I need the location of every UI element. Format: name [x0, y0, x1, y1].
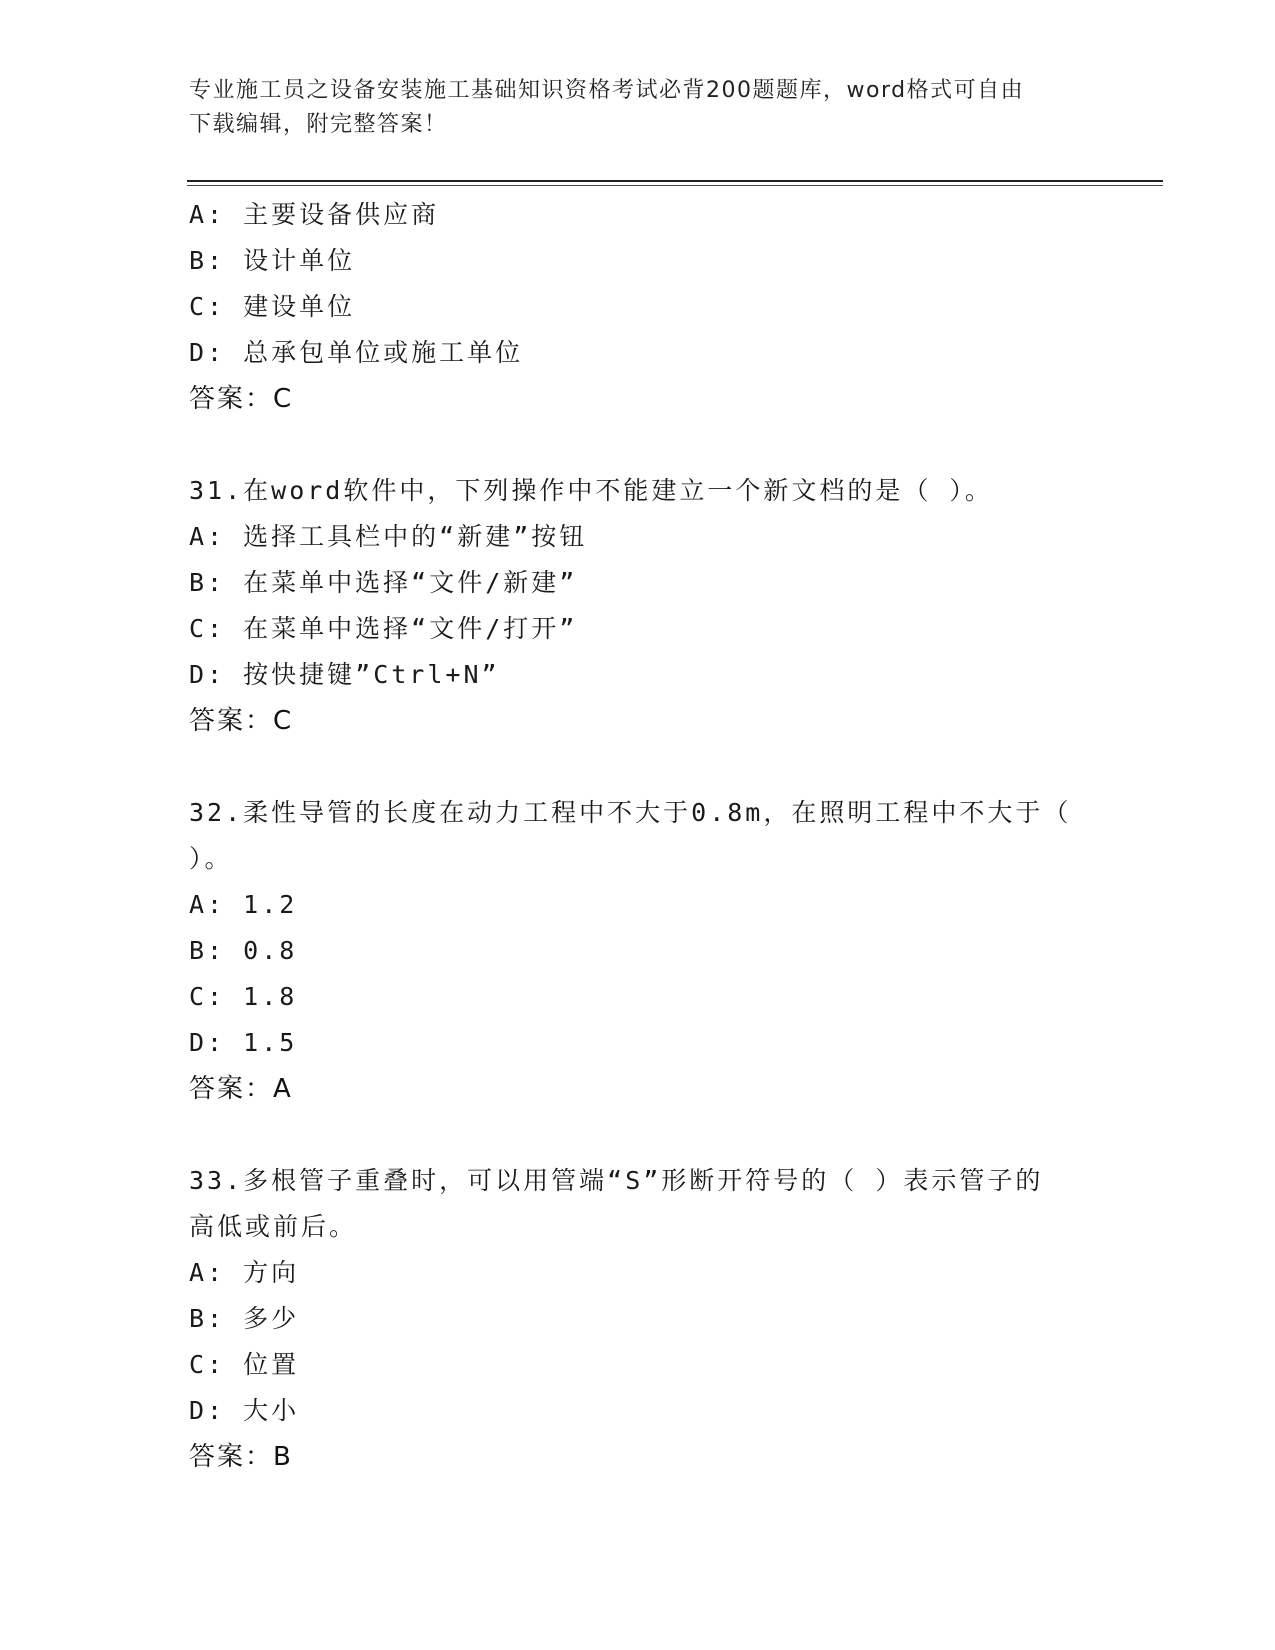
question-text-line-1: 32.柔性导管的长度在动力工程中不大于0.8m，在照明工程中不大于（: [189, 798, 1072, 827]
option-a: A: 选择工具栏中的“新建”按钮: [189, 522, 588, 551]
document-header: [189, 74, 1089, 142]
option-d: D: 1.5: [189, 1028, 298, 1057]
option-d: D: 总承包单位或施工单位: [189, 338, 524, 367]
option-b: B: 多少: [189, 1304, 300, 1333]
question-spacer: [189, 1112, 1089, 1158]
question-30-block: [189, 192, 1089, 422]
option-c: C: 1.8: [189, 982, 298, 1011]
question-32-block: [189, 790, 1089, 1112]
option-b: B: 0.8: [189, 936, 298, 965]
option-d: D: 大小: [189, 1396, 300, 1425]
answer-line: 答案：C: [189, 706, 294, 736]
answer-line: 答案：C: [189, 384, 294, 414]
answer-line: 答案：B: [189, 1442, 293, 1472]
question-text-line-2: ）。: [189, 844, 233, 873]
option-c: C: 建设单位: [189, 292, 356, 321]
question-spacer: [189, 744, 1089, 790]
option-c: C: 位置: [189, 1350, 300, 1379]
option-c: C: 在菜单中选择“文件/打开”: [189, 614, 578, 643]
question-list: [189, 192, 1089, 1480]
option-b: B: 在菜单中选择“文件/新建”: [189, 568, 578, 597]
question-text: 31.在word软件中，下列操作中不能建立一个新文档的是（ ）。: [189, 476, 993, 505]
header-line-1: 专业施工员之设备安装施工基础知识资格考试必背200题题库，word格式可自由: [189, 78, 1025, 103]
option-b: B: 设计单位: [189, 246, 356, 275]
option-a: A: 1.2: [189, 890, 298, 919]
option-d: D: 按快捷键”Ctrl+N”: [189, 660, 500, 689]
question-31-block: [189, 468, 1089, 744]
header-divider-thin: [187, 185, 1163, 186]
question-spacer: [189, 422, 1089, 468]
header-divider-thick: [187, 180, 1163, 182]
option-a: A: 主要设备供应商: [189, 200, 440, 229]
question-33-block: [189, 1158, 1089, 1480]
option-a: A: 方向: [189, 1258, 300, 1287]
question-text-line-2: 高低或前后。: [189, 1212, 358, 1241]
header-line-2: 下载编辑，附完整答案！: [189, 112, 448, 137]
question-text-line-1: 33.多根管子重叠时，可以用管端“S”形断开符号的（ ）表示管子的: [189, 1166, 1044, 1195]
answer-line: 答案：A: [189, 1074, 293, 1104]
